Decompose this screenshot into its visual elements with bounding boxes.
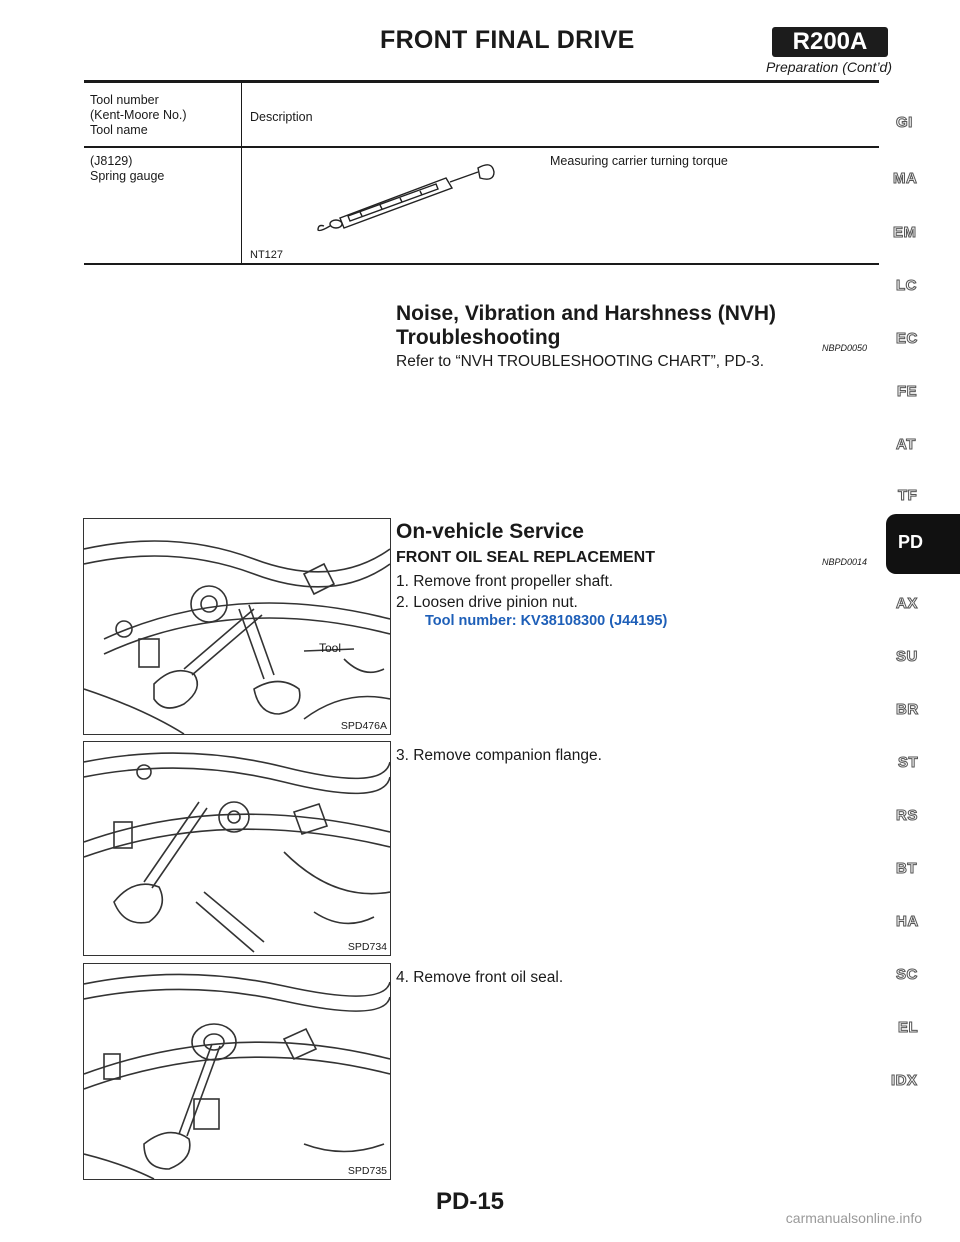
figure-illustration [84, 519, 390, 734]
spring-gauge-illustration [300, 158, 500, 238]
index-ax[interactable]: AX [896, 595, 918, 612]
nvh-heading-line2: Troubleshooting [396, 326, 561, 349]
table-header-description: Description [250, 110, 313, 124]
tool-description: Measuring carrier turning torque [550, 154, 728, 168]
figure-spd476a [83, 518, 391, 735]
header-kent-moore: (Kent-Moore No.) [90, 108, 187, 122]
nvh-code: NBPD0050 [822, 343, 868, 353]
figure-label: SPD734 [347, 941, 387, 953]
index-ha[interactable]: HA [896, 913, 919, 930]
nvh-reference: Refer to “NVH TROUBLESHOOTING CHART”, PD-3. [396, 353, 765, 370]
index-st[interactable]: ST [898, 754, 919, 771]
table-divider-vertical [241, 83, 242, 264]
service-subheading: FRONT OIL SEAL REPLACEMENT [396, 549, 655, 566]
table-rule-bottom [84, 263, 879, 265]
tool-image-code: NT127 [250, 249, 284, 261]
page-number: PD-15 [436, 1188, 505, 1215]
index-ma[interactable]: MA [893, 170, 918, 187]
header-tool-number: Tool number [90, 93, 159, 107]
figure-illustration [84, 964, 390, 1179]
index-em[interactable]: EM [893, 224, 917, 241]
table-header-tool [90, 93, 187, 138]
figure-label: SPD735 [347, 1165, 387, 1177]
tool-number: (J8129) [90, 154, 133, 168]
page-title: FRONT FINAL DRIVE [380, 26, 635, 54]
index-lc[interactable]: LC [896, 277, 917, 294]
index-el[interactable]: EL [898, 1019, 919, 1036]
index-rs[interactable]: RS [896, 807, 918, 824]
index-at[interactable]: AT [896, 436, 916, 453]
index-idx[interactable]: IDX [891, 1072, 918, 1089]
figure-label: SPD476A [340, 720, 387, 732]
watermark: carmanualsonline.info [785, 1210, 922, 1226]
model-badge: R200A [772, 27, 888, 57]
header-tool-name: Tool name [90, 123, 148, 137]
figure-spd734 [83, 741, 391, 956]
index-su[interactable]: SU [896, 648, 918, 665]
step-1: 1. Remove front propeller shaft. [396, 573, 614, 590]
index-br[interactable]: BR [896, 701, 919, 718]
index-ec[interactable]: EC [896, 330, 918, 347]
table-row-tool [90, 154, 164, 184]
section-tab-pd[interactable] [886, 514, 960, 574]
figure-spd735 [83, 963, 391, 1180]
tool-callout: Tool [319, 641, 342, 655]
tool-note: Tool number: KV38108300 (J44195) [425, 613, 668, 629]
index-bt[interactable]: BT [896, 860, 917, 877]
tool-name: Spring gauge [90, 169, 165, 183]
table-rule [84, 146, 879, 148]
step-2: 2. Loosen drive pinion nut. [396, 594, 578, 611]
section-tab-label: PD [898, 532, 924, 552]
step-3: 3. Remove companion flange. [396, 747, 602, 764]
index-tf[interactable]: TF [898, 487, 918, 504]
header-rule [84, 80, 879, 83]
service-code: NBPD0014 [822, 557, 868, 567]
index-fe[interactable]: FE [897, 383, 918, 400]
service-heading: On-vehicle Service [396, 520, 584, 543]
index-sc[interactable]: SC [896, 966, 918, 983]
index-gi[interactable]: GI [896, 114, 913, 131]
figure-illustration [84, 742, 390, 955]
page-subtitle: Preparation (Cont’d) [765, 59, 892, 75]
step-4: 4. Remove front oil seal. [396, 969, 564, 986]
nvh-heading-line1: Noise, Vibration and Harshness (NVH) [396, 302, 777, 325]
